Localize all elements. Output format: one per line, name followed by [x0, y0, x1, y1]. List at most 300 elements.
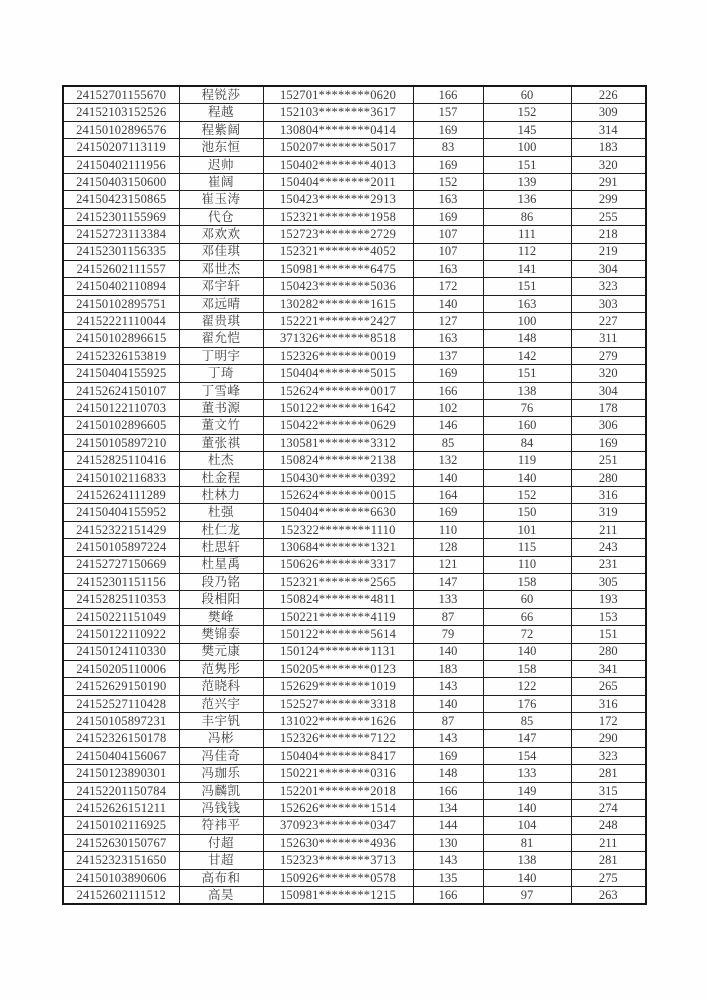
registration-number-cell: 24152701155670	[63, 86, 179, 104]
id-number-cell: 152323********3713	[263, 852, 413, 869]
total-cell: 320	[571, 365, 646, 382]
total-cell: 265	[571, 678, 646, 695]
name-cell: 杜林力	[179, 486, 263, 503]
score-1-cell: 172	[413, 278, 483, 295]
total-cell: 251	[571, 452, 646, 469]
name-cell: 杜思轩	[179, 539, 263, 556]
score-2-cell: 72	[483, 626, 571, 643]
name-cell: 代仓	[179, 208, 263, 225]
id-number-cell: 130282********1615	[263, 295, 413, 312]
total-cell: 323	[571, 747, 646, 764]
id-number-cell: 152321********2565	[263, 573, 413, 590]
score-1-cell: 169	[413, 504, 483, 521]
table-row	[63, 417, 646, 434]
name-cell: 崔玉涛	[179, 191, 263, 208]
name-cell: 池东恒	[179, 139, 263, 156]
total-cell: 243	[571, 539, 646, 556]
table-row	[63, 765, 646, 782]
name-cell: 崔阔	[179, 173, 263, 190]
table-row	[63, 156, 646, 173]
score-2-cell: 97	[483, 886, 571, 904]
name-cell: 董文竹	[179, 417, 263, 434]
registration-number-cell: 24152323151650	[63, 852, 179, 869]
id-number-cell: 152326********0019	[263, 347, 413, 364]
registration-number-cell: 24150102116925	[63, 817, 179, 834]
name-cell: 冯珈乐	[179, 765, 263, 782]
total-cell: 305	[571, 573, 646, 590]
id-number-cell: 152624********0015	[263, 486, 413, 503]
score-2-cell: 115	[483, 539, 571, 556]
score-1-cell: 140	[413, 469, 483, 486]
total-cell: 263	[571, 886, 646, 904]
table-row	[63, 573, 646, 590]
score-2-cell: 104	[483, 817, 571, 834]
score-2-cell: 140	[483, 469, 571, 486]
name-cell: 程越	[179, 104, 263, 121]
table-row	[63, 730, 646, 747]
registration-number-cell: 24152326150178	[63, 730, 179, 747]
name-cell: 段乃铭	[179, 573, 263, 590]
registration-number-cell: 24152301151156	[63, 573, 179, 590]
score-1-cell: 132	[413, 452, 483, 469]
score-1-cell: 169	[413, 156, 483, 173]
score-2-cell: 100	[483, 313, 571, 330]
registration-number-cell: 24150402110894	[63, 278, 179, 295]
score-2-cell: 147	[483, 730, 571, 747]
id-number-cell: 150221********4119	[263, 608, 413, 625]
id-number-cell: 371326********8518	[263, 330, 413, 347]
id-number-cell: 150205********0123	[263, 660, 413, 677]
score-1-cell: 140	[413, 295, 483, 312]
name-cell: 杜仁龙	[179, 521, 263, 538]
registration-number-cell: 24150105897231	[63, 713, 179, 730]
score-2-cell: 81	[483, 834, 571, 851]
name-cell: 董张祺	[179, 434, 263, 451]
score-1-cell: 144	[413, 817, 483, 834]
registration-number-cell: 24152723113384	[63, 226, 179, 243]
id-number-cell: 152624********0017	[263, 382, 413, 399]
id-number-cell: 152527********3318	[263, 695, 413, 712]
score-1-cell: 157	[413, 104, 483, 121]
name-cell: 丁雪峰	[179, 382, 263, 399]
total-cell: 281	[571, 765, 646, 782]
score-2-cell: 119	[483, 452, 571, 469]
score-1-cell: 169	[413, 121, 483, 138]
total-cell: 280	[571, 469, 646, 486]
score-1-cell: 147	[413, 573, 483, 590]
registration-number-cell: 24152322151429	[63, 521, 179, 538]
name-cell: 范隽彤	[179, 660, 263, 677]
registration-number-cell: 24150123890301	[63, 765, 179, 782]
table-row	[63, 539, 646, 556]
id-number-cell: 130684********1321	[263, 539, 413, 556]
table-row	[63, 817, 646, 834]
total-cell: 211	[571, 834, 646, 851]
total-cell: 248	[571, 817, 646, 834]
id-number-cell: 130581********3312	[263, 434, 413, 451]
table-row	[63, 452, 646, 469]
id-number-cell: 150626********3317	[263, 556, 413, 573]
table-row	[63, 330, 646, 347]
table-row	[63, 243, 646, 260]
table-row	[63, 869, 646, 886]
total-cell: 319	[571, 504, 646, 521]
registration-number-cell: 24152624111289	[63, 486, 179, 503]
registration-number-cell: 24152629150190	[63, 678, 179, 695]
name-cell: 冯佳奇	[179, 747, 263, 764]
score-1-cell: 133	[413, 591, 483, 608]
id-number-cell: 152626********1514	[263, 800, 413, 817]
registration-number-cell: 24150207113119	[63, 139, 179, 156]
score-2-cell: 150	[483, 504, 571, 521]
registration-number-cell: 24150102895751	[63, 295, 179, 312]
table-row	[63, 626, 646, 643]
id-number-cell: 150423********2913	[263, 191, 413, 208]
registration-number-cell: 24150205110006	[63, 660, 179, 677]
id-number-cell: 131022********1626	[263, 713, 413, 730]
score-1-cell: 107	[413, 243, 483, 260]
id-number-cell: 150207********5017	[263, 139, 413, 156]
registration-number-cell: 24152201150784	[63, 782, 179, 799]
table-row	[63, 695, 646, 712]
total-cell: 275	[571, 869, 646, 886]
table-row	[63, 504, 646, 521]
table-row	[63, 782, 646, 799]
id-number-cell: 150404********6630	[263, 504, 413, 521]
score-2-cell: 142	[483, 347, 571, 364]
name-cell: 高昊	[179, 886, 263, 904]
registration-number-cell: 24152221110044	[63, 313, 179, 330]
table-row	[63, 469, 646, 486]
table-row	[63, 382, 646, 399]
score-2-cell: 148	[483, 330, 571, 347]
table-row	[63, 191, 646, 208]
id-number-cell: 370923********0347	[263, 817, 413, 834]
table-row	[63, 208, 646, 225]
total-cell: 299	[571, 191, 646, 208]
registration-number-cell: 24150122110703	[63, 400, 179, 417]
id-number-cell: 152201********2018	[263, 782, 413, 799]
score-2-cell: 110	[483, 556, 571, 573]
score-1-cell: 169	[413, 365, 483, 382]
name-cell: 冯钱钱	[179, 800, 263, 817]
registration-number-cell: 24150102116833	[63, 469, 179, 486]
table-row	[63, 591, 646, 608]
score-1-cell: 87	[413, 713, 483, 730]
registration-number-cell: 24150221151049	[63, 608, 179, 625]
name-cell: 程锐莎	[179, 86, 263, 104]
total-cell: 218	[571, 226, 646, 243]
table-row	[63, 313, 646, 330]
table-row	[63, 86, 646, 104]
id-number-cell: 150981********1215	[263, 886, 413, 904]
score-2-cell: 76	[483, 400, 571, 417]
score-2-cell: 111	[483, 226, 571, 243]
name-cell: 邓欢欢	[179, 226, 263, 243]
total-cell: 291	[571, 173, 646, 190]
registration-number-cell: 24150105897224	[63, 539, 179, 556]
table-row	[63, 295, 646, 312]
name-cell: 高布和	[179, 869, 263, 886]
score-2-cell: 154	[483, 747, 571, 764]
name-cell: 冯麟凯	[179, 782, 263, 799]
score-2-cell: 138	[483, 852, 571, 869]
table-row	[63, 173, 646, 190]
score-1-cell: 121	[413, 556, 483, 573]
registration-number-cell: 24150124110330	[63, 643, 179, 660]
table-row	[63, 365, 646, 382]
total-cell: 169	[571, 434, 646, 451]
score-1-cell: 166	[413, 382, 483, 399]
score-2-cell: 60	[483, 86, 571, 104]
score-2-cell: 160	[483, 417, 571, 434]
score-2-cell: 141	[483, 260, 571, 277]
score-2-cell: 60	[483, 591, 571, 608]
total-cell: 320	[571, 156, 646, 173]
total-cell: 219	[571, 243, 646, 260]
registration-number-cell: 24152301156335	[63, 243, 179, 260]
id-number-cell: 150981********6475	[263, 260, 413, 277]
name-cell: 杜强	[179, 504, 263, 521]
score-1-cell: 163	[413, 191, 483, 208]
table-row	[63, 400, 646, 417]
registration-number-cell: 24152602111512	[63, 886, 179, 904]
table-row	[63, 556, 646, 573]
score-1-cell: 102	[413, 400, 483, 417]
score-2-cell: 145	[483, 121, 571, 138]
name-cell: 符祎平	[179, 817, 263, 834]
name-cell: 樊元康	[179, 643, 263, 660]
table-row	[63, 713, 646, 730]
id-number-cell: 150926********0578	[263, 869, 413, 886]
total-cell: 304	[571, 382, 646, 399]
score-table	[62, 85, 647, 905]
score-2-cell: 151	[483, 365, 571, 382]
score-1-cell: 143	[413, 730, 483, 747]
name-cell: 迟帅	[179, 156, 263, 173]
name-cell: 段相阳	[179, 591, 263, 608]
table-row	[63, 121, 646, 138]
score-1-cell: 164	[413, 486, 483, 503]
score-2-cell: 151	[483, 156, 571, 173]
total-cell: 183	[571, 139, 646, 156]
name-cell: 范晓科	[179, 678, 263, 695]
total-cell: 231	[571, 556, 646, 573]
total-cell: 316	[571, 486, 646, 503]
id-number-cell: 152629********1019	[263, 678, 413, 695]
id-number-cell: 150221********0316	[263, 765, 413, 782]
score-2-cell: 140	[483, 800, 571, 817]
registration-number-cell: 24150105897210	[63, 434, 179, 451]
registration-number-cell: 24150423150865	[63, 191, 179, 208]
table-row	[63, 800, 646, 817]
registration-number-cell: 24152527110428	[63, 695, 179, 712]
score-table-body	[63, 86, 646, 904]
table-row	[63, 678, 646, 695]
registration-number-cell: 24150102896605	[63, 417, 179, 434]
table-row	[63, 226, 646, 243]
table-row	[63, 104, 646, 121]
score-1-cell: 107	[413, 226, 483, 243]
id-number-cell: 152701********0620	[263, 86, 413, 104]
id-number-cell: 152630********4936	[263, 834, 413, 851]
registration-number-cell: 24152825110353	[63, 591, 179, 608]
score-1-cell: 87	[413, 608, 483, 625]
id-number-cell: 152221********2427	[263, 313, 413, 330]
score-2-cell: 176	[483, 695, 571, 712]
name-cell: 程紫阔	[179, 121, 263, 138]
registration-number-cell: 24150404156067	[63, 747, 179, 764]
name-cell: 丁琦	[179, 365, 263, 382]
name-cell: 丁明宇	[179, 347, 263, 364]
score-2-cell: 158	[483, 573, 571, 590]
score-1-cell: 163	[413, 330, 483, 347]
id-number-cell: 150402********4013	[263, 156, 413, 173]
total-cell: 304	[571, 260, 646, 277]
total-cell: 316	[571, 695, 646, 712]
score-2-cell: 152	[483, 104, 571, 121]
score-1-cell: 148	[413, 765, 483, 782]
score-2-cell: 163	[483, 295, 571, 312]
id-number-cell: 152723********2729	[263, 226, 413, 243]
score-1-cell: 166	[413, 782, 483, 799]
registration-number-cell: 24150102896615	[63, 330, 179, 347]
registration-number-cell: 24152630150767	[63, 834, 179, 851]
score-2-cell: 85	[483, 713, 571, 730]
total-cell: 280	[571, 643, 646, 660]
id-number-cell: 152326********7122	[263, 730, 413, 747]
table-row	[63, 278, 646, 295]
name-cell: 翟贵琪	[179, 313, 263, 330]
score-2-cell: 122	[483, 678, 571, 695]
score-1-cell: 143	[413, 678, 483, 695]
score-2-cell: 84	[483, 434, 571, 451]
table-row	[63, 139, 646, 156]
table-row	[63, 521, 646, 538]
score-1-cell: 152	[413, 173, 483, 190]
name-cell: 翟允恺	[179, 330, 263, 347]
id-number-cell: 150404********5015	[263, 365, 413, 382]
score-2-cell: 139	[483, 173, 571, 190]
registration-number-cell: 24150404155925	[63, 365, 179, 382]
score-1-cell: 127	[413, 313, 483, 330]
total-cell: 151	[571, 626, 646, 643]
score-2-cell: 133	[483, 765, 571, 782]
score-1-cell: 169	[413, 208, 483, 225]
registration-number-cell: 24152602111557	[63, 260, 179, 277]
name-cell: 杜星禹	[179, 556, 263, 573]
score-1-cell: 166	[413, 86, 483, 104]
total-cell: 255	[571, 208, 646, 225]
score-2-cell: 86	[483, 208, 571, 225]
name-cell: 邓佳琪	[179, 243, 263, 260]
registration-number-cell: 24152825110416	[63, 452, 179, 469]
id-number-cell: 150122********5614	[263, 626, 413, 643]
name-cell: 邓远晴	[179, 295, 263, 312]
score-1-cell: 135	[413, 869, 483, 886]
score-1-cell: 140	[413, 695, 483, 712]
total-cell: 309	[571, 104, 646, 121]
name-cell: 丰宇钒	[179, 713, 263, 730]
score-2-cell: 136	[483, 191, 571, 208]
table-row	[63, 347, 646, 364]
id-number-cell: 150423********5036	[263, 278, 413, 295]
table-row	[63, 260, 646, 277]
table-row	[63, 608, 646, 625]
total-cell: 323	[571, 278, 646, 295]
total-cell: 315	[571, 782, 646, 799]
name-cell: 甘超	[179, 852, 263, 869]
name-cell: 樊锦泰	[179, 626, 263, 643]
name-cell: 樊峰	[179, 608, 263, 625]
name-cell: 范兴宇	[179, 695, 263, 712]
id-number-cell: 150404********2011	[263, 173, 413, 190]
score-2-cell: 140	[483, 643, 571, 660]
score-1-cell: 137	[413, 347, 483, 364]
id-number-cell: 150824********4811	[263, 591, 413, 608]
id-number-cell: 152321********1958	[263, 208, 413, 225]
score-1-cell: 85	[413, 434, 483, 451]
table-row	[63, 747, 646, 764]
score-2-cell: 66	[483, 608, 571, 625]
id-number-cell: 150422********0629	[263, 417, 413, 434]
score-1-cell: 146	[413, 417, 483, 434]
total-cell: 211	[571, 521, 646, 538]
name-cell: 董书源	[179, 400, 263, 417]
table-row	[63, 660, 646, 677]
score-1-cell: 163	[413, 260, 483, 277]
total-cell: 279	[571, 347, 646, 364]
score-2-cell: 138	[483, 382, 571, 399]
id-number-cell: 150122********1642	[263, 400, 413, 417]
score-1-cell: 128	[413, 539, 483, 556]
name-cell: 邓世杰	[179, 260, 263, 277]
table-row	[63, 434, 646, 451]
total-cell: 153	[571, 608, 646, 625]
registration-number-cell: 24152727150669	[63, 556, 179, 573]
id-number-cell: 130804********0414	[263, 121, 413, 138]
name-cell: 邓宇轩	[179, 278, 263, 295]
score-2-cell: 151	[483, 278, 571, 295]
name-cell: 杜杰	[179, 452, 263, 469]
registration-number-cell: 24152624150107	[63, 382, 179, 399]
registration-number-cell: 24152626151211	[63, 800, 179, 817]
total-cell: 314	[571, 121, 646, 138]
score-1-cell: 83	[413, 139, 483, 156]
registration-number-cell: 24150403150600	[63, 173, 179, 190]
table-row	[63, 834, 646, 851]
id-number-cell: 150124********1131	[263, 643, 413, 660]
score-1-cell: 110	[413, 521, 483, 538]
total-cell: 290	[571, 730, 646, 747]
total-cell: 172	[571, 713, 646, 730]
id-number-cell: 150430********0392	[263, 469, 413, 486]
score-1-cell: 130	[413, 834, 483, 851]
registration-number-cell: 24150102896576	[63, 121, 179, 138]
registration-number-cell: 24150404155952	[63, 504, 179, 521]
score-1-cell: 183	[413, 660, 483, 677]
score-1-cell: 140	[413, 643, 483, 660]
score-2-cell: 100	[483, 139, 571, 156]
table-row	[63, 852, 646, 869]
score-2-cell: 101	[483, 521, 571, 538]
registration-number-cell: 24150103890606	[63, 869, 179, 886]
score-2-cell: 152	[483, 486, 571, 503]
name-cell: 杜金程	[179, 469, 263, 486]
registration-number-cell: 24152103152526	[63, 104, 179, 121]
id-number-cell: 152103********3617	[263, 104, 413, 121]
score-1-cell: 166	[413, 886, 483, 904]
